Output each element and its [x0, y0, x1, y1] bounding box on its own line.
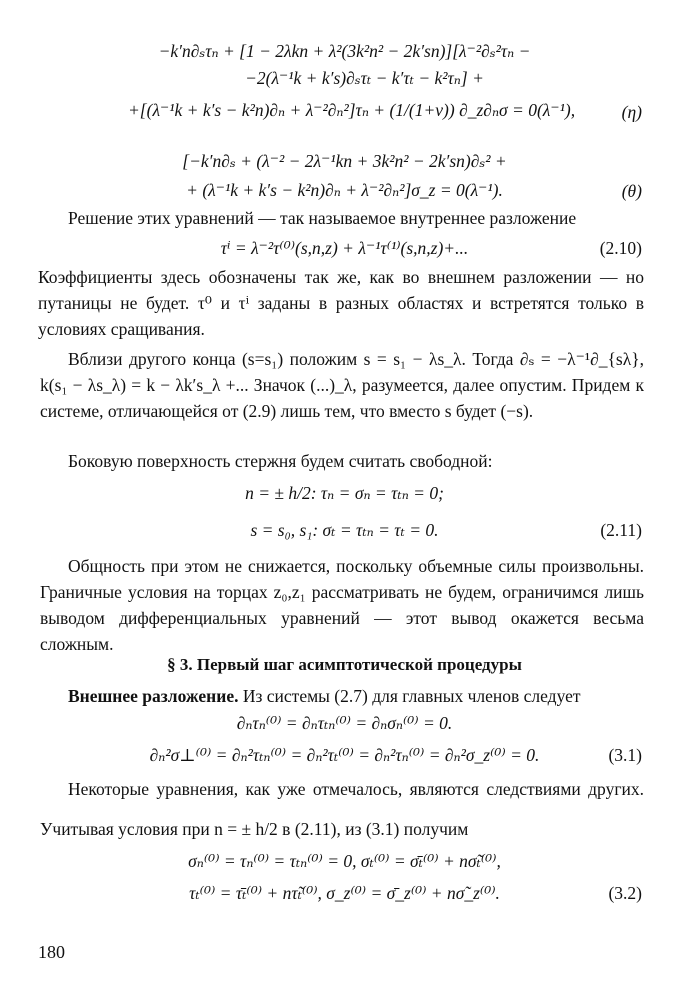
paragraph-inner-expansion: Решение этих уравнений — так называемое внутреннее разложение [68, 208, 577, 228]
equation-eta-line-3: +[(λ⁻¹k + k′s − k²n)∂ₙ + λ⁻²∂ₙ²]τₙ + (1/(1+ν)) ∂_z∂ₙσ = 0(λ⁻¹), [128, 100, 576, 120]
equation-2-11-line-1: n = ± h/2: τₙ = σₙ = τₜₙ = 0; [245, 483, 444, 503]
equation-eta-line-1: −k′n∂ₛτₙ + [1 − 2λkn + λ²(3k²n² − 2k′sn)][λ⁻²∂ₛ²τₙ − [158, 41, 531, 61]
equation-2-11-line-2: s = s₀, s₁: σₜ = τₜₙ = τₜ = 0. [250, 520, 439, 540]
outer-expansion-label: Внешнее разложение. [68, 686, 239, 706]
equation-tag-3-1: (3.1) [608, 745, 642, 765]
section-heading: § 3. Первый шаг асимптотической процедуры [167, 655, 522, 674]
equation-tag-2-10: (2.10) [599, 238, 642, 258]
equation-3-2-line-2: τₜ⁽⁰⁾ = τ̄ₜ⁽⁰⁾ + nτ̃ₜ⁽⁰⁾, σ_z⁽⁰⁾ = σ̄_z⁽⁰⁾ + nσ̃_z⁽⁰⁾. [189, 883, 500, 903]
equation-eta-line-2: −2(λ⁻¹k + k′s)∂ₛτₜ − k′τₜ − k²τₙ] + [245, 68, 484, 88]
equation-theta-line-2: + (λ⁻¹k + k′s − k²n)∂ₙ + λ⁻²∂ₙ²]σ_z = 0(λ⁻¹). [186, 180, 503, 200]
equation-tag-theta: (θ) [621, 181, 642, 201]
paragraph-generality: Общность при этом не снижается, поскольку объемные силы произвольны. Граничные условия на торцах z₀,z₁ рассматривать не будем, ограничимся лишь выводом дифференциальных уравнений — этот вывод окажется весьма сложным. [40, 556, 644, 654]
equation-3-1-line-2: ∂ₙ²σ⊥⁽⁰⁾ = ∂ₙ²τₜₙ⁽⁰⁾ = ∂ₙ²τₜ⁽⁰⁾ = ∂ₙ²τₙ⁽⁰⁾ = ∂ₙ²σ_z⁽⁰⁾ = 0. [149, 745, 540, 765]
outer-expansion-text: Из системы (2.7) для главных членов следует [242, 686, 581, 706]
equation-3-1-line-1: ∂ₙτₙ⁽⁰⁾ = ∂ₙτₜₙ⁽⁰⁾ = ∂ₙσₙ⁽⁰⁾ = 0. [236, 713, 453, 733]
equation-2-10: τⁱ = λ⁻²τ⁽⁰⁾(s,n,z) + λ⁻¹τ⁽¹⁾(s,n,z)+... [220, 238, 469, 258]
equation-3-2-line-1: σₙ⁽⁰⁾ = τₙ⁽⁰⁾ = τₜₙ⁽⁰⁾ = 0, σₜ⁽⁰⁾ = σ̄ₜ⁽⁰⁾ + nσ̃ₜ⁽⁰⁾, [188, 851, 501, 871]
equation-tag-2-11: (2.11) [600, 520, 642, 540]
equation-theta-line-1: [−k′n∂ₛ + (λ⁻² − 2λ⁻¹kn + 3k²n² − 2k′sn)∂ₛ² + [182, 151, 507, 171]
paragraph-lateral-surface: Боковую поверхность стержня будем считать свободной: [68, 451, 493, 471]
paragraph-outer-expansion [40, 683, 644, 709]
equation-tag-eta: (η) [621, 102, 642, 122]
page-number: 180 [38, 942, 65, 962]
paragraph-consequences: Некоторые уравнения, как уже отмечалось, являются следствиями других. Учитывая условия при n = ± h/2 в (2.11), из (3.1) получим [40, 779, 644, 839]
paragraph-coefficients: Коэффициенты здесь обозначены так же, как во внешнем разложении — но путаницы не будет. τ⁰ и τⁱ заданы в разных областях и встретятся только в условиях сращивания. [38, 267, 644, 339]
equation-tag-3-2: (3.2) [608, 883, 642, 903]
paragraph-other-end: Вблизи другого конца (s=s₁) положим s = s₁ − λs_λ. Тогда ∂ₛ = −λ⁻¹∂_{sλ}, k(s₁ − λs_λ) = k − λk′s_λ +... Значок (...)_λ, разумеется, далее опустим. Придем к системе, отличающейся от (2.9) лишь тем, что вместо s будет (−s). [40, 349, 644, 421]
